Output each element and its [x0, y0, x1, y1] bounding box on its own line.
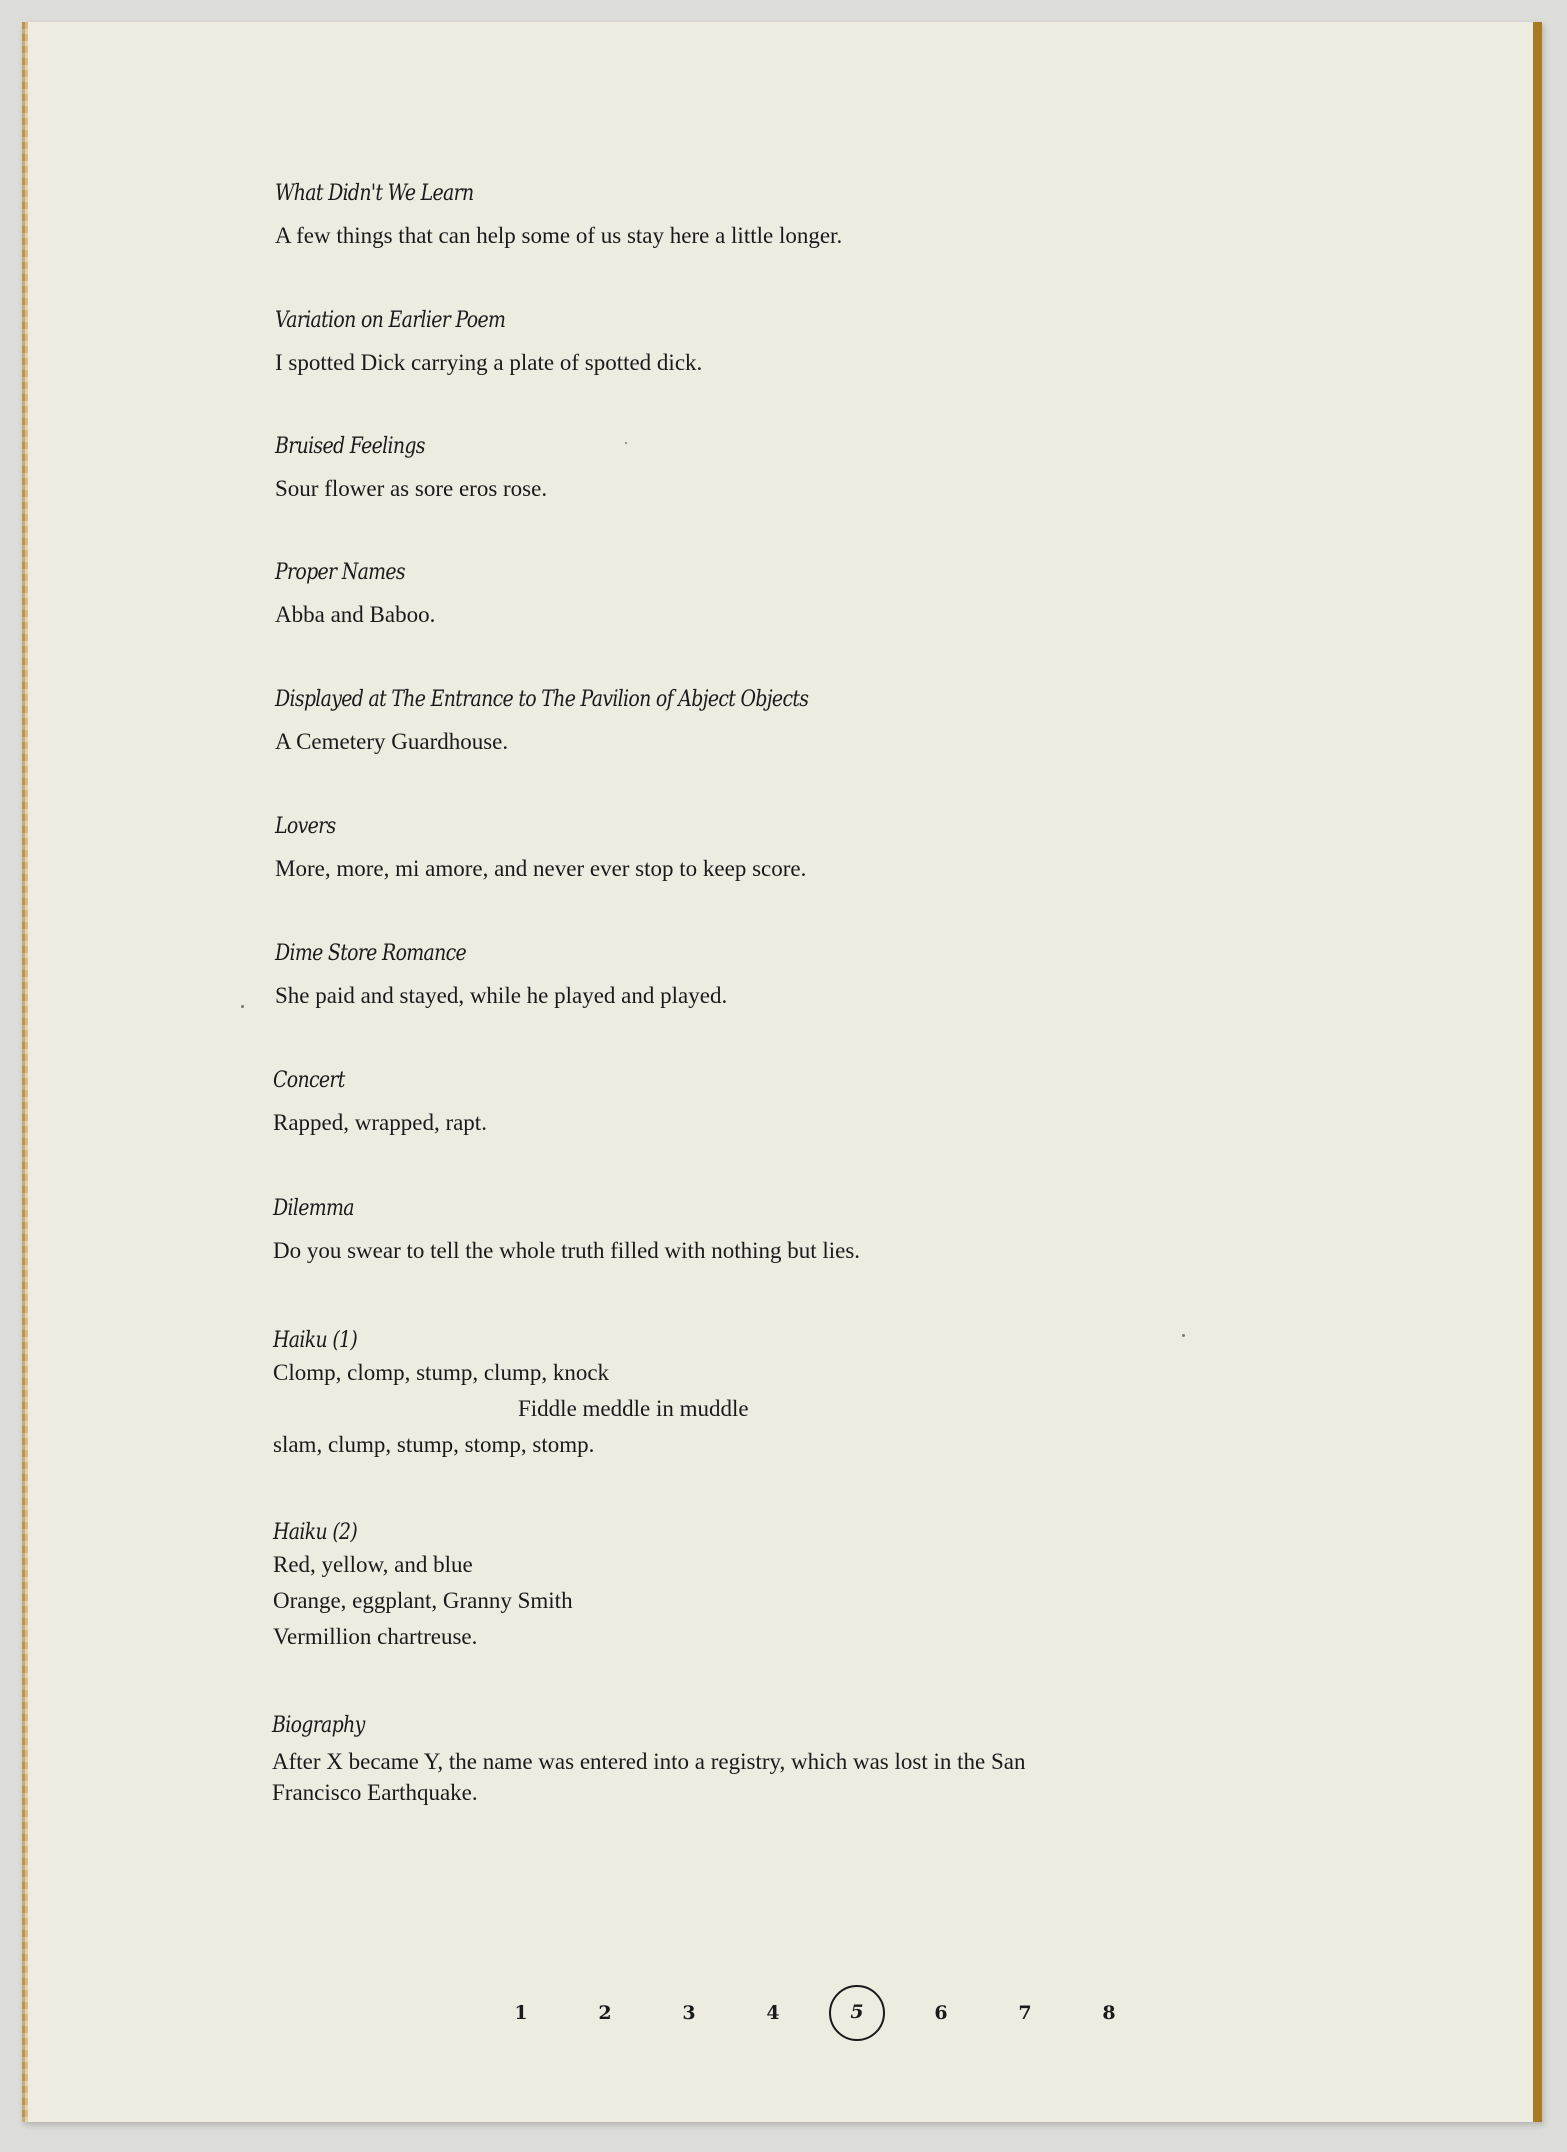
entry-proper-names [275, 559, 435, 633]
entry-line: Sour flower as sore eros rose. [275, 476, 548, 501]
entry-line: Clomp, clomp, stump, clump, knock [273, 1360, 610, 1385]
entry-line: Abba and Baboo. [275, 602, 436, 627]
entry-title: Lovers [275, 814, 336, 839]
entry-title: Bruised Feelings [275, 434, 425, 459]
entry-bruised-feelings [275, 433, 547, 507]
entry-title: Dilemma [273, 1196, 354, 1221]
entry-line: A Cemetery Guardhouse. [275, 729, 509, 754]
entry-variation-on-earlier-poem [275, 307, 702, 381]
page-content [25, 22, 1533, 2122]
entry-biography [272, 1712, 1025, 1808]
page-numbers [493, 1985, 1133, 2041]
entry-line: Fiddle meddle in muddle [518, 1396, 749, 1421]
entry-line: I spotted Dick carrying a plate of spotted dick. [275, 350, 703, 375]
entry-line: After X became Y, the name was entered into a registry, which was lost in the San [272, 1749, 1026, 1774]
entry-line: Do you swear to tell the whole truth filled with nothing but lies. [273, 1238, 861, 1263]
entry-dilemma [273, 1195, 860, 1269]
entry-line: A few things that can help some of us stay here a little longer. [275, 223, 843, 248]
entry-line: slam, clump, stump, stomp, stomp. [273, 1432, 595, 1457]
entry-line: She paid and stayed, while he played and played. [275, 983, 728, 1008]
entry-title: Haiku (2) [273, 1520, 358, 1545]
page-number-3[interactable]: 3 [682, 2002, 696, 2024]
entry-line: Rapped, wrapped, rapt. [273, 1110, 487, 1135]
entry-title: Proper Names [275, 560, 405, 585]
entry-line: Vermillion chartreuse. [273, 1624, 478, 1649]
page-number-7[interactable]: 7 [1018, 2002, 1032, 2024]
paper-speck [625, 442, 627, 444]
entry-title: Biography [272, 1713, 365, 1738]
paper-speck [241, 1005, 244, 1008]
entry-lovers [275, 813, 806, 887]
entry-what-didnt-we-learn [275, 180, 842, 254]
entry-dime-store-romance [275, 940, 727, 1014]
entry-haiku-1 [273, 1327, 749, 1463]
page-number-6[interactable]: 6 [934, 2002, 948, 2024]
page-number-5-current[interactable]: 5 [829, 1985, 885, 2041]
paper-speck [1182, 1334, 1185, 1337]
page-number-1[interactable]: 1 [514, 2002, 528, 2024]
entry-title: Displayed at The Entrance to The Pavilion of Abject Objects [275, 687, 809, 712]
entry-title: Concert [273, 1068, 345, 1093]
entry-haiku-2 [273, 1519, 573, 1655]
page-number-4[interactable]: 4 [766, 2002, 780, 2024]
entry-concert [273, 1067, 487, 1141]
page-number-8[interactable]: 8 [1102, 2002, 1116, 2024]
entry-title: Variation on Earlier Poem [275, 308, 506, 333]
entry-line: Red, yellow, and blue [273, 1552, 473, 1577]
entry-title: Dime Store Romance [275, 941, 467, 966]
entry-title: What Didn't We Learn [275, 181, 474, 206]
paper-sheet [22, 22, 1542, 2122]
entry-line: More, more, mi amore, and never ever stop to keep score. [275, 856, 807, 881]
page-number-2[interactable]: 2 [598, 2002, 612, 2024]
entry-title: Haiku (1) [273, 1328, 358, 1353]
entry-line: Orange, eggplant, Granny Smith [273, 1588, 573, 1613]
entry-line: Francisco Earthquake. [272, 1780, 478, 1805]
entry-displayed-at-the-entrance [275, 686, 895, 760]
